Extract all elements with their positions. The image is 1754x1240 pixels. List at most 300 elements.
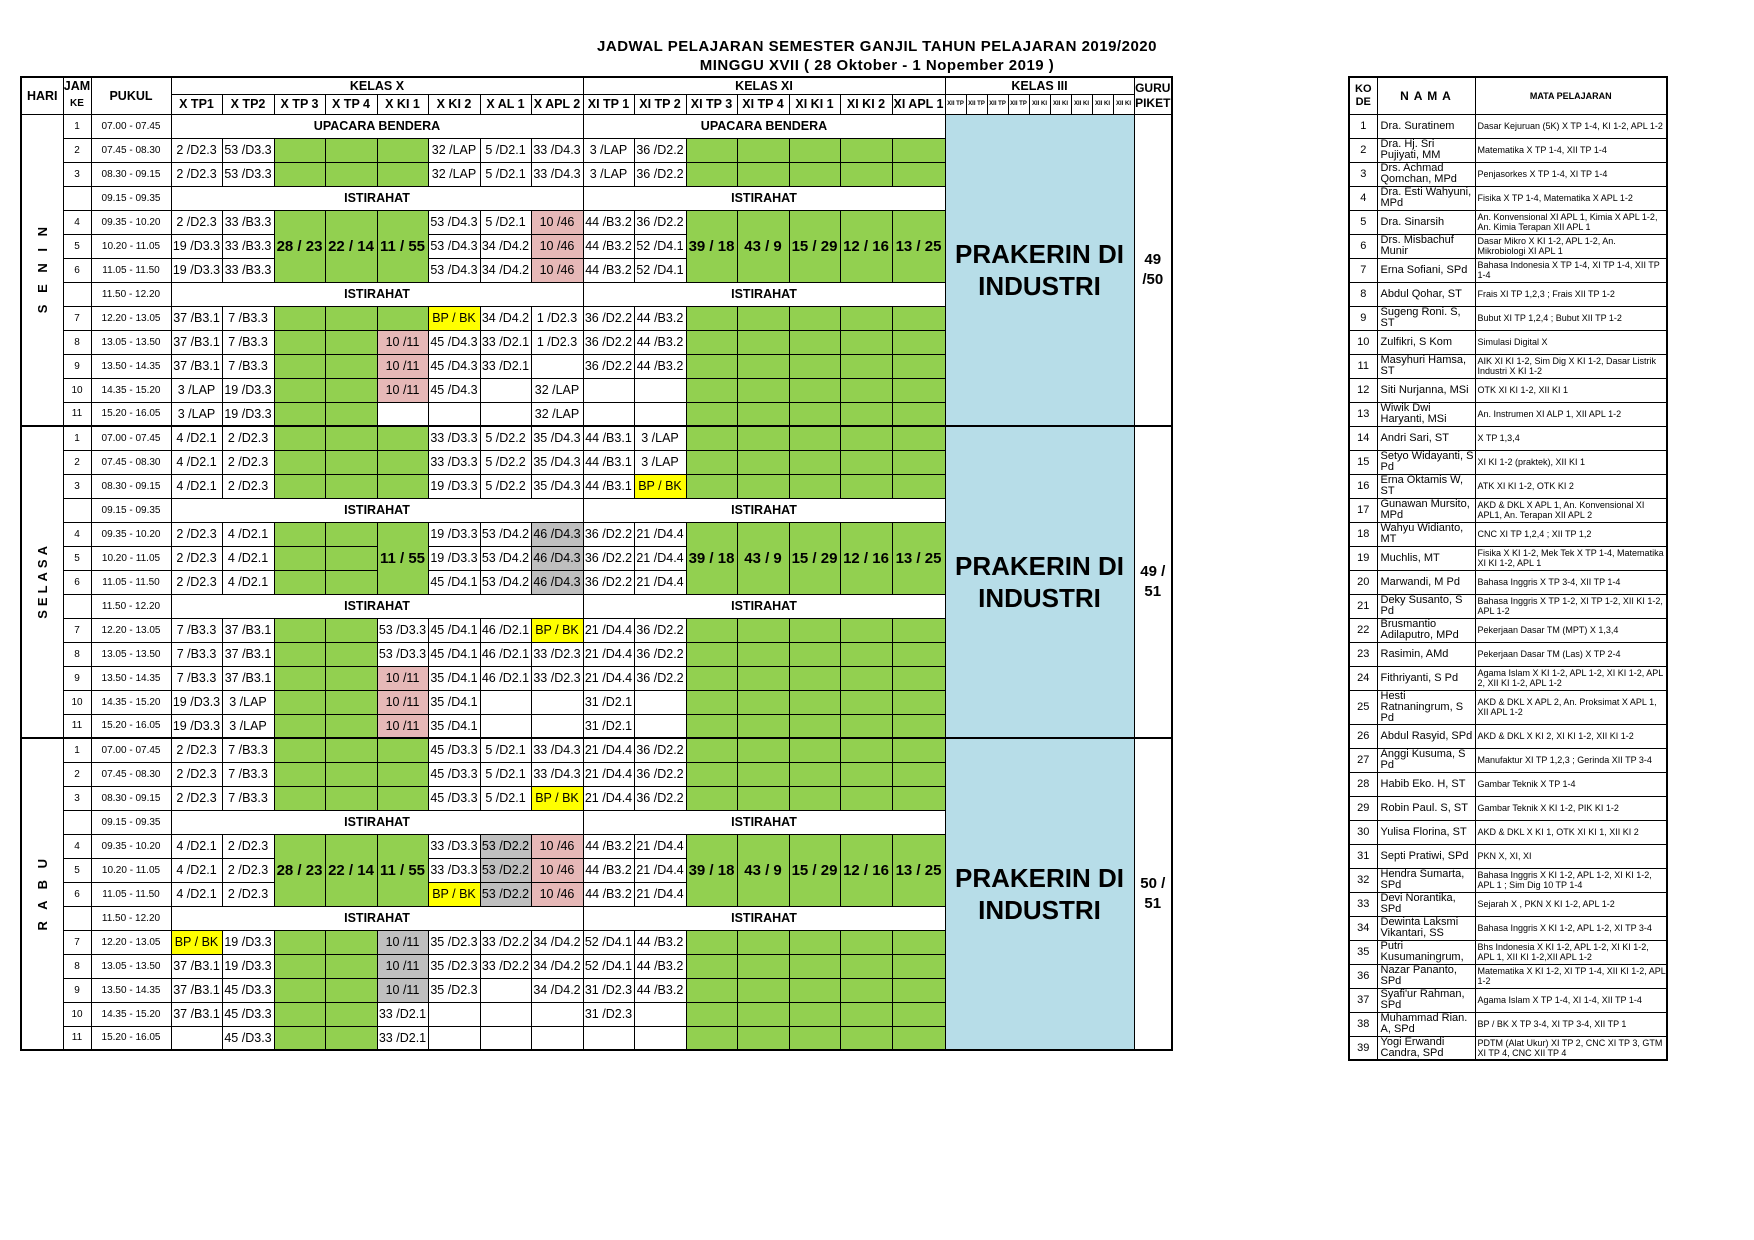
class-header-xii: XII TP (966, 94, 987, 114)
class-cell: 7 /B3.3 (222, 738, 274, 762)
teacher-row (1349, 1012, 1667, 1036)
jam-ke: 11 (63, 402, 91, 426)
class-cell (789, 330, 840, 354)
teacher-name: Erna Sofiani, SPd (1377, 258, 1475, 282)
jam-ke: 8 (63, 954, 91, 978)
jam-ke: 10 (63, 1002, 91, 1026)
class-cell (274, 306, 325, 330)
jam-ke: 11 (63, 1026, 91, 1050)
class-cell: BP / BK (531, 618, 583, 642)
class-cell (325, 450, 377, 474)
class-cell: 53 /D4.3 (428, 234, 480, 258)
class-cell: 37 /B3.1 (171, 978, 222, 1002)
class-cell (840, 306, 892, 330)
class-cell: 4 /D2.1 (171, 834, 222, 858)
class-cell (892, 1026, 945, 1050)
class-cell (686, 978, 737, 1002)
class-cell (480, 714, 531, 738)
class-cell (634, 1002, 686, 1026)
time-slot: 14.35 - 15.20 (91, 378, 171, 402)
class-cell: 19 /D3.3 (171, 258, 222, 282)
teacher-name: Siti Nurjanna, MSi (1377, 378, 1475, 402)
class-cell (274, 450, 325, 474)
class-cell (377, 786, 428, 810)
class-cell (325, 162, 377, 186)
time-slot: 13.50 - 14.35 (91, 978, 171, 1002)
class-cell (892, 426, 945, 450)
time-slot: 15.20 - 16.05 (91, 1026, 171, 1050)
class-cell: 52 /D4.1 (583, 954, 634, 978)
class-cell (737, 474, 789, 498)
class-cell: 44 /B3.2 (634, 954, 686, 978)
prakerin-cell: PRAKERIN DI INDUSTRI (945, 426, 1134, 738)
jam-ke: 5 (63, 546, 91, 570)
teacher-row (1349, 1036, 1667, 1060)
class-cell (634, 378, 686, 402)
class-header-xii: XII KI (1071, 94, 1092, 114)
class-cell (583, 378, 634, 402)
class-cell: 44 /B3.2 (634, 306, 686, 330)
time-slot: 11.50 - 12.20 (91, 906, 171, 930)
class-cell: 3 /LAP (171, 378, 222, 402)
class-cell (737, 354, 789, 378)
class-cell: 5 /D2.1 (480, 162, 531, 186)
class-cell: 36 /D2.2 (634, 666, 686, 690)
class-cell: 35 /D4.1 (428, 666, 480, 690)
class-cell (892, 162, 945, 186)
class-cell: 4 /D2.1 (222, 570, 274, 594)
time-slot: 14.35 - 15.20 (91, 1002, 171, 1026)
teacher-subject: AKD & DKL X APL 2, An. Proksimat X APL 1, XII APL 1-2 (1475, 690, 1667, 724)
class-cell: 53 /D3.3 (377, 642, 428, 666)
class-cell: 2 /D2.3 (171, 138, 222, 162)
class-cell (377, 450, 428, 474)
class-cell (686, 162, 737, 186)
time-slot: 11.05 - 11.50 (91, 882, 171, 906)
class-cell (377, 474, 428, 498)
class-cell (686, 474, 737, 498)
break-cell: ISTIRAHAT (583, 498, 945, 522)
teacher-row (1349, 772, 1667, 796)
teacher-name: Brusmantio Adilaputro, MPd (1377, 618, 1475, 642)
teacher-name: Hendra Sumarta, SPd (1377, 868, 1475, 892)
class-cell (686, 138, 737, 162)
class-cell: 7 /B3.3 (222, 786, 274, 810)
class-cell (274, 930, 325, 954)
teacher-code: 18 (1349, 522, 1377, 546)
class-cell: 4 /D2.1 (171, 426, 222, 450)
class-header: XI TP 3 (686, 94, 737, 114)
class-cell: 37 /B3.1 (171, 330, 222, 354)
class-cell: 2 /D2.3 (171, 570, 222, 594)
class-cell (274, 426, 325, 450)
teacher-subject: X TP 1,3,4 (1475, 426, 1667, 450)
break-cell: ISTIRAHAT (171, 594, 583, 618)
class-cell: 10 /11 (377, 714, 428, 738)
class-cell: 33 /D2.2 (480, 954, 531, 978)
teacher-reference-table (1348, 76, 1668, 1061)
class-cell: 10 /46 (531, 882, 583, 906)
break-cell: ISTIRAHAT (171, 810, 583, 834)
teacher-subject: AKD & DKL X APL 1, An. Konvensional XI APL1, An. Terapan XII APL 2 (1475, 498, 1667, 522)
jam-ke: 6 (63, 258, 91, 282)
teacher-subject: Fisika X TP 1-4, Matematika X APL 1-2 (1475, 186, 1667, 210)
teacher-row (1349, 474, 1667, 498)
class-cell: 19 /D3.3 (222, 954, 274, 978)
class-cell: 31 /D2.1 (583, 690, 634, 714)
teacher-code: 16 (1349, 474, 1377, 498)
class-cell: 7 /B3.3 (171, 618, 222, 642)
class-cell (892, 786, 945, 810)
class-cell (892, 378, 945, 402)
class-cell: BP / BK (531, 786, 583, 810)
merged-class-cell: 13 / 25 (892, 522, 945, 594)
class-cell: 35 /D4.3 (531, 474, 583, 498)
class-cell (789, 354, 840, 378)
teacher-row (1349, 666, 1667, 690)
time-slot: 14.35 - 15.20 (91, 690, 171, 714)
class-cell: 46 /D2.1 (480, 618, 531, 642)
merged-class-cell: 39 / 18 (686, 522, 737, 594)
teacher-subject: ATK XI KI 1-2, OTK KI 2 (1475, 474, 1667, 498)
teacher-subject: Fisika X KI 1-2, Mek Tek X TP 1-4, Matematika XI KI 1-2, APL 1 (1475, 546, 1667, 570)
class-cell: 36 /D2.2 (583, 354, 634, 378)
class-cell: 53 /D4.3 (428, 258, 480, 282)
class-cell: 19 /D3.3 (171, 714, 222, 738)
class-cell (274, 714, 325, 738)
class-cell: 35 /D4.1 (428, 690, 480, 714)
class-cell (274, 738, 325, 762)
class-cell (789, 1002, 840, 1026)
class-cell (892, 690, 945, 714)
class-cell: 36 /D2.2 (634, 762, 686, 786)
class-cell (325, 426, 377, 450)
class-cell: 33 /D4.3 (531, 762, 583, 786)
time-slot: 10.20 - 11.05 (91, 234, 171, 258)
teacher-subject: Pekerjaan Dasar TM (MPT) X 1,3,4 (1475, 618, 1667, 642)
time-slot: 11.05 - 11.50 (91, 570, 171, 594)
class-cell: 32 /LAP (428, 138, 480, 162)
class-cell (789, 450, 840, 474)
teacher-code: 30 (1349, 820, 1377, 844)
class-cell (737, 618, 789, 642)
class-cell (274, 522, 325, 546)
merged-class-cell: 15 / 29 (789, 834, 840, 906)
teacher-code: 11 (1349, 354, 1377, 378)
teacher-subject: Simulasi Digital X (1475, 330, 1667, 354)
teacher-name: Fithriyanti, S Pd (1377, 666, 1475, 690)
class-cell: 10 /46 (531, 210, 583, 234)
teacher-row (1349, 378, 1667, 402)
class-cell: 46 /D2.1 (480, 666, 531, 690)
class-cell (686, 930, 737, 954)
break-cell: ISTIRAHAT (583, 186, 945, 210)
class-cell (325, 138, 377, 162)
class-cell (634, 714, 686, 738)
class-cell: 10 /46 (531, 834, 583, 858)
class-cell: 53 /D4.2 (480, 546, 531, 570)
header-ke: KE (63, 94, 91, 114)
ceremony-cell: UPACARA BENDERA (171, 114, 583, 138)
teacher-row (1349, 748, 1667, 772)
class-cell: 5 /D2.2 (480, 474, 531, 498)
class-cell: 3 /LAP (583, 138, 634, 162)
jam-ke: 2 (63, 762, 91, 786)
teacher-subject: PDTM (Alat Ukur) XI TP 2, CNC XI TP 3, GTM XI TP 4, CNC XII TP 4 (1475, 1036, 1667, 1060)
class-header-xii: XII KI (1092, 94, 1113, 114)
class-cell (892, 978, 945, 1002)
class-cell (789, 306, 840, 330)
class-cell (892, 762, 945, 786)
time-slot: 13.05 - 13.50 (91, 954, 171, 978)
day-cell (21, 426, 63, 738)
break-cell: ISTIRAHAT (583, 594, 945, 618)
class-cell: 19 /D3.3 (428, 546, 480, 570)
time-slot: 07.00 - 07.45 (91, 738, 171, 762)
class-cell: 36 /D2.2 (634, 786, 686, 810)
teacher-code: 33 (1349, 892, 1377, 916)
class-cell: 36 /D2.2 (583, 570, 634, 594)
teacher-code: 19 (1349, 546, 1377, 570)
teacher-name: Gunawan Mursito, MPd (1377, 498, 1475, 522)
teacher-name: Dra. Esti Wahyuni, MPd (1377, 186, 1475, 210)
time-slot: 11.50 - 12.20 (91, 594, 171, 618)
class-cell: 45 /D3.3 (222, 978, 274, 1002)
class-cell: 5 /D2.1 (480, 738, 531, 762)
class-cell: 1 /D2.3 (531, 306, 583, 330)
class-cell: BP / BK (428, 306, 480, 330)
time-slot: 13.05 - 13.50 (91, 330, 171, 354)
class-cell: 33 /D2.3 (531, 666, 583, 690)
teacher-name: Muchlis, MT (1377, 546, 1475, 570)
teacher-row (1349, 916, 1667, 940)
teacher-name: Yogi Erwandi Candra, SPd (1377, 1036, 1475, 1060)
class-cell: 33 /D3.3 (428, 450, 480, 474)
class-cell (325, 666, 377, 690)
class-header: X TP 3 (274, 94, 325, 114)
teacher-name: Abdul Qohar, ST (1377, 282, 1475, 306)
class-cell: 10 /11 (377, 666, 428, 690)
jam-ke: 1 (63, 426, 91, 450)
class-cell (840, 714, 892, 738)
class-cell (737, 786, 789, 810)
class-cell (274, 402, 325, 426)
class-cell: 46 /D2.1 (480, 642, 531, 666)
class-cell: 35 /D2.3 (428, 954, 480, 978)
guru-piket-cell: 49 / 51 (1134, 426, 1172, 738)
class-cell (480, 378, 531, 402)
class-header-xii: XII KI (1050, 94, 1071, 114)
class-cell (840, 642, 892, 666)
teacher-code: 8 (1349, 282, 1377, 306)
class-cell: 45 /D3.3 (428, 786, 480, 810)
class-cell: 44 /B3.2 (634, 330, 686, 354)
time-slot: 08.30 - 09.15 (91, 474, 171, 498)
class-cell: 37 /B3.1 (171, 306, 222, 330)
jam-ke: 1 (63, 738, 91, 762)
class-cell (789, 426, 840, 450)
class-cell (840, 762, 892, 786)
teacher-code: 35 (1349, 940, 1377, 964)
class-cell (840, 402, 892, 426)
teacher-subject: Dasar Mikro X KI 1-2, APL 1-2, An. Mikrobiologi XI APL 1 (1475, 234, 1667, 258)
class-cell: 45 /D3.3 (428, 762, 480, 786)
class-cell: 10 /11 (377, 954, 428, 978)
teacher-row (1349, 426, 1667, 450)
class-cell (377, 762, 428, 786)
teacher-name: Robin Paul. S, ST (1377, 796, 1475, 820)
teacher-name: Nazar Pananto, SPd (1377, 964, 1475, 988)
class-cell: 1 /D2.3 (531, 330, 583, 354)
header-kelas-x: KELAS X (171, 77, 583, 94)
time-slot: 07.00 - 07.45 (91, 114, 171, 138)
class-cell (274, 762, 325, 786)
teacher-row (1349, 522, 1667, 546)
teacher-name: Dewinta Laksmi Vikantari, SS (1377, 916, 1475, 940)
teacher-subject: AKD & DKL X KI 1, OTK XI KI 1, XII KI 2 (1475, 820, 1667, 844)
jam-ke: 2 (63, 450, 91, 474)
guru-piket-cell: 49 /50 (1134, 114, 1172, 426)
teacher-code: 7 (1349, 258, 1377, 282)
teacher-code: 29 (1349, 796, 1377, 820)
class-cell: 3 /LAP (222, 690, 274, 714)
class-cell (686, 618, 737, 642)
class-cell: 7 /B3.3 (222, 762, 274, 786)
header-pukul: PUKUL (91, 77, 171, 114)
class-cell: 53 /D2.2 (480, 858, 531, 882)
class-cell (377, 306, 428, 330)
time-slot: 10.20 - 11.05 (91, 858, 171, 882)
class-cell (840, 354, 892, 378)
merged-class-cell: 39 / 18 (686, 834, 737, 906)
class-cell (789, 402, 840, 426)
class-cell (480, 402, 531, 426)
teacher-subject: Bahasa Indonesia X TP 1-4, XI TP 1-4, XII TP 1-4 (1475, 258, 1667, 282)
class-cell: 33 /D2.1 (480, 354, 531, 378)
merged-class-cell: 13 / 25 (892, 210, 945, 282)
time-slot: 09.15 - 09.35 (91, 810, 171, 834)
class-cell: 19 /D3.3 (222, 930, 274, 954)
teacher-row (1349, 282, 1667, 306)
day-name: S E N I N (34, 223, 50, 314)
merged-class-cell: 15 / 29 (789, 210, 840, 282)
teacher-name: Setyo Widayanti, S Pd (1377, 450, 1475, 474)
teacher-subject: CNC XI TP 1,2,4 ; XII TP 1,2 (1475, 522, 1667, 546)
break-cell: ISTIRAHAT (171, 906, 583, 930)
teacher-name: Putri Kusumaningrum, (1377, 940, 1475, 964)
teacher-subject: AIK XI KI 1-2, Sim Dig X KI 1-2, Dasar Listrik Industri X KI 1-2 (1475, 354, 1667, 378)
header-kode: KO DE (1349, 77, 1377, 114)
class-cell (686, 1026, 737, 1050)
teacher-name: Sugeng Roni. S, ST (1377, 306, 1475, 330)
teacher-row (1349, 690, 1667, 724)
class-cell: 4 /D2.1 (171, 858, 222, 882)
class-cell: 33 /D3.3 (428, 834, 480, 858)
class-cell: 34 /D4.2 (480, 234, 531, 258)
class-cell (274, 642, 325, 666)
class-cell (325, 546, 377, 570)
class-cell (737, 402, 789, 426)
schedule-table (20, 76, 1173, 1051)
teacher-code: 38 (1349, 1012, 1377, 1036)
time-slot: 08.30 - 09.15 (91, 786, 171, 810)
class-cell (325, 474, 377, 498)
class-cell: 2 /D2.3 (222, 858, 274, 882)
teacher-subject: BP / BK X TP 3-4, XI TP 3-4, XII TP 1 (1475, 1012, 1667, 1036)
jam-ke: 6 (63, 570, 91, 594)
class-cell (428, 1026, 480, 1050)
class-cell: 36 /D2.2 (583, 546, 634, 570)
schedule-row (21, 426, 1172, 450)
time-slot: 07.45 - 08.30 (91, 450, 171, 474)
class-cell: 33 /D3.3 (428, 426, 480, 450)
class-cell: 2 /D2.3 (222, 450, 274, 474)
class-cell: 52 /D4.1 (583, 930, 634, 954)
class-cell (737, 666, 789, 690)
class-cell: 33 /D4.3 (531, 138, 583, 162)
merged-class-cell: 28 / 23 (274, 210, 325, 282)
class-cell: 3 /LAP (222, 714, 274, 738)
class-cell (737, 1026, 789, 1050)
teacher-row (1349, 210, 1667, 234)
time-slot: 13.50 - 14.35 (91, 666, 171, 690)
class-cell: 10 /11 (377, 378, 428, 402)
teacher-subject: An. Konvensional XI APL 1, Kimia X APL 1-2, An. Kimia Terapan XII APL 1 (1475, 210, 1667, 234)
class-cell: 10 /11 (377, 330, 428, 354)
class-cell: 7 /B3.3 (222, 306, 274, 330)
class-header: X TP 4 (325, 94, 377, 114)
teacher-subject: Penjasorkes X TP 1-4, XI TP 1-4 (1475, 162, 1667, 186)
class-cell (789, 474, 840, 498)
teacher-subject: Matematika X TP 1-4, XII TP 1-4 (1475, 138, 1667, 162)
class-cell: 35 /D4.1 (428, 714, 480, 738)
jam-ke: 3 (63, 786, 91, 810)
class-cell (531, 1026, 583, 1050)
class-cell (789, 978, 840, 1002)
class-cell: 2 /D2.3 (171, 522, 222, 546)
break-cell: ISTIRAHAT (583, 906, 945, 930)
class-cell (737, 642, 789, 666)
class-cell: 33 /D2.2 (480, 930, 531, 954)
class-cell (531, 354, 583, 378)
class-header: X KI 2 (428, 94, 480, 114)
teacher-name: Habib Eko. H, ST (1377, 772, 1475, 796)
class-cell (686, 738, 737, 762)
teacher-code: 13 (1349, 402, 1377, 426)
teacher-name: Andri Sari, ST (1377, 426, 1475, 450)
class-cell (686, 354, 737, 378)
class-cell: 37 /B3.1 (222, 666, 274, 690)
class-cell: 33 /D3.3 (428, 858, 480, 882)
class-cell (737, 138, 789, 162)
class-cell: 33 /D2.1 (377, 1026, 428, 1050)
class-cell (840, 330, 892, 354)
teacher-code: 25 (1349, 690, 1377, 724)
class-cell (325, 402, 377, 426)
class-cell (634, 1026, 686, 1050)
teacher-name: Abdul Rasyid, SPd (1377, 724, 1475, 748)
class-cell: 45 /D3.3 (222, 1026, 274, 1050)
class-cell (686, 762, 737, 786)
class-cell: 3 /LAP (634, 450, 686, 474)
jam-ke: 8 (63, 330, 91, 354)
class-cell: BP / BK (428, 882, 480, 906)
teacher-code: 21 (1349, 594, 1377, 618)
teacher-subject: Bahasa Inggris X KI 1-2, APL 1-2, XI KI 1-2, APL 1 ; Sim Dig 10 TP 1-4 (1475, 868, 1667, 892)
class-cell: 31 /D2.3 (583, 978, 634, 1002)
jam-ke: 7 (63, 930, 91, 954)
class-cell: 5 /D2.1 (480, 210, 531, 234)
